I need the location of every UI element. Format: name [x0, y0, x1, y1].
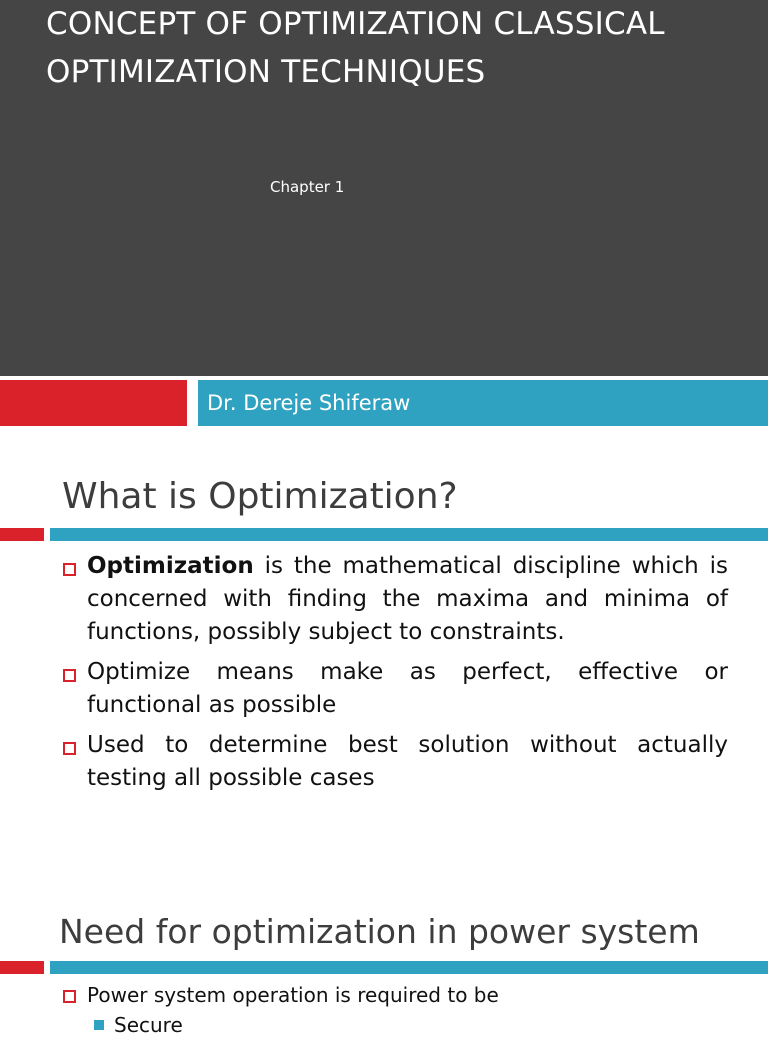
author-name: Dr. Dereje Shiferaw — [207, 391, 411, 415]
bullet-item — [60, 550, 728, 649]
bullet-text: Optimize means make as perfect, effective or functional as possible — [87, 659, 728, 718]
filled-square-icon — [94, 1020, 104, 1030]
slide-heading: Need for optimization in power system — [59, 912, 700, 951]
bullet-text: Power system operation is required to be — [87, 983, 499, 1007]
accent-red-band — [0, 380, 187, 426]
bullet-bold-term: Optimization — [87, 553, 254, 579]
heading-red-bar — [0, 528, 44, 541]
hollow-square-icon — [63, 563, 76, 576]
hollow-square-icon — [63, 990, 76, 1003]
sub-bullet-item — [94, 1010, 183, 1040]
slide-subtitle: Chapter 1 — [270, 178, 345, 196]
slide-title: CONCEPT OF OPTIMIZATION CLASSICAL OPTIMIZATION TECHNIQUES — [46, 6, 665, 90]
bullet-list — [60, 980, 728, 1010]
heading-blue-bar — [50, 528, 768, 541]
bullet-text: Used to determine best solution without actually testing all possible cases — [87, 732, 728, 791]
hollow-square-icon — [63, 742, 76, 755]
bullet-item — [60, 729, 728, 795]
slide-heading: What is Optimization? — [62, 476, 458, 517]
heading-red-bar — [0, 961, 44, 974]
bullet-list — [60, 550, 728, 802]
bullet-item — [60, 656, 728, 722]
bullet-text: is the mathematical discipline which is concerned with finding the maxima and minima of functions, possibly subject to constraints. — [87, 553, 728, 645]
sub-bullet-text: Secure — [114, 1013, 183, 1037]
hollow-square-icon — [63, 669, 76, 682]
bullet-item — [60, 980, 728, 1010]
heading-blue-bar — [50, 961, 768, 974]
